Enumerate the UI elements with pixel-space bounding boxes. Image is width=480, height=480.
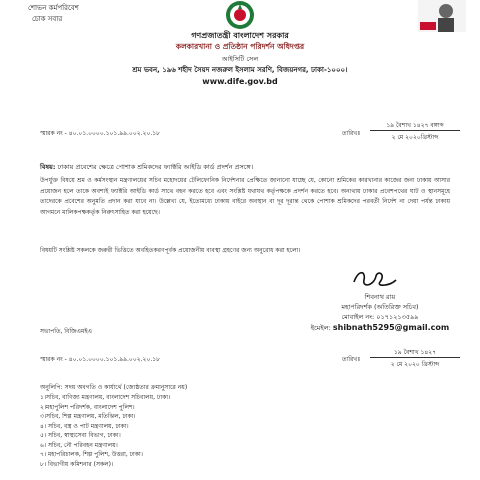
body-paragraph-2: বিষয়টি সংশ্লিষ্ট সকলকে জরুরী ভিত্তিতে অবহিতকরণপূর্বক প্রয়োজনীয় ব্যবস্থা গ্রহণের জন্য অনুরোধ করা হলো।	[40, 247, 301, 254]
recipient: সভাপতি, বিজিএমইএ	[40, 328, 93, 335]
govt-name: গণপ্রজাতন্ত্রী বাংলাদেশ সরকার	[191, 31, 289, 40]
office-address: শ্রম ভবন, ১৯৬ শহীদ সৈয়দ নজরুল ইসলাম সরণি, বিজয়নগর, ঢাকা-১০০০।	[132, 66, 348, 74]
memo-date-label: তারিখঃ	[342, 130, 361, 137]
slogan-line2: চোক সবার	[32, 15, 63, 23]
memo2-date-label: তারিখঃ	[342, 356, 361, 363]
memo2-date-bangla: ১৯ বৈশাখ ১৪২৭	[393, 349, 437, 356]
list-item: ৪। সচিব, বস্ত্র ও পাট মন্ত্রণালয়, ঢাকা।	[40, 422, 129, 430]
distribution-list	[40, 393, 170, 469]
portrait-image	[418, 0, 466, 32]
distribution-heading: অনুলিপি: সদয় অবগতি ও কার্যার্থে (জ্যেষ্ঠতার ক্রমানুসারে নয়)	[40, 384, 188, 391]
memo-date-english: ২ মে ২০২০খ্রিস্টাব্দ	[391, 134, 439, 141]
memo-date-bangla: ১৯ বৈশাখ ১৪২৭ বঙ্গাব্দ	[386, 122, 444, 129]
body-paragraph-1: উপর্যুক্ত বিষয়ে শ্রম ও কর্মসংস্থান মন্ত্রণালয়ের সচিব মহোদয়ের টেলিফোনিক নির্দেশনার প্রেক্ষিতে জানানো যাচ্ছে যে, কোনো শ্রমিকের কারখানার কাজের জন্য ঢাকায় আসার প্রয়োজন হলে তাকে অবশ্যই ফ্যাক্টরি আইডি কার্ড সাথে বহন করতে হবে এবং সংশ্লিষ্ট যথাযথ কর্তৃপক্ষকে প্রদর্শন করতে হবে। অন্যথায় ঢাকার প্রবেশপথের ঘাট ও স্থানসমূহে তাদেরকে প্রবেশের অনুমতি প্রদান করা যাবে না। উল্লেখ্য যে, ইতোমধ্যে ঢাকায় বাইরে অবস্থান বা দূর দূরান্ত থেকে পোশাক শ্রমিকদের পরবর্তী নির্দেশ না দেয়া পর্যন্ত ঢাকায় আগমনে মালিকপক্ষকর্তৃক নিরুৎসাহিত করা হয়েছে।	[40, 177, 450, 216]
memo-date	[370, 118, 460, 142]
date-divider	[370, 130, 460, 131]
signer-email-label: ইমেইল:	[310, 324, 331, 332]
slogan-line1: শোভন কর্মপরিবেশ	[28, 4, 79, 12]
memo2-date-english: ২ মে ২০২০ খ্রিস্টাব্দ	[390, 361, 440, 368]
signature-block	[300, 292, 460, 334]
department-name: কলকারখানা ও প্রতিষ্ঠান পরিদর্শন অধিদপ্তর	[175, 42, 305, 51]
signer-name: শিবনাথ রায়	[364, 293, 396, 301]
website-link[interactable]: www.dife.gov.bd	[202, 77, 278, 86]
list-item: ৫। সচিব, স্বাস্থ্যসেবা বিভাগ, ঢাকা।	[40, 432, 121, 439]
signer-email[interactable]: shibnath5295@gmail.com	[332, 323, 450, 332]
list-item: ৮। বিভাগীয় কমিশনার (সকল)।	[40, 460, 114, 468]
list-item: ৩।সচিব, শিল্প মন্ত্রণালয়, মতিঝিল, ঢাকা।	[40, 413, 136, 420]
subject-line	[40, 162, 253, 173]
signer-email-line	[300, 322, 460, 334]
memo2-number: স্মারক নং - ৪০.০১.০০০০.১০১.৯৯.০০২.২০.১৮	[40, 356, 161, 363]
cell-name: আইসিটি সেল	[221, 55, 259, 63]
list-item: ৬। সচিব, নৌ পরিবহন মন্ত্রণালয়।	[40, 441, 118, 449]
list-item: ১।সচিব, বাণিজ্য মন্ত্রণালয়, বাংলাদেশ সচিবালয়, ঢাকা।	[40, 394, 171, 401]
date2-divider	[370, 357, 460, 358]
signer-mobile: মোবাইল নং: ০১৭১২১৩৫৯৯	[341, 313, 419, 321]
bangladesh-emblem-icon	[225, 0, 255, 30]
signature-mark	[350, 268, 400, 290]
list-item: ৭। মহাপরিচালক, শিল্প পুলিশ, উত্তরা, ঢাকা।	[40, 451, 143, 458]
subject-label: বিষয়:	[40, 163, 56, 171]
subject-text: ঢাকায় প্রবেশের ক্ষেত্রে পোশাক শ্রমিকদের ফ্যাক্টরি আইডি কার্ড প্রদর্শন প্রসঙ্গে।	[57, 163, 254, 171]
signer-title: মহাপরিদর্শক (অতিরিক্ত সচিব)	[341, 303, 419, 311]
memo2-date	[370, 346, 460, 370]
list-item: ২।মহাপুলিশ পরিদর্শক, বাংলাদেশ পুলিশ।	[40, 403, 135, 411]
memo-number: স্মারক নং - ৪০.০১.০০০০.১০১.৯৯.০০২.২০.১৮	[40, 130, 161, 137]
